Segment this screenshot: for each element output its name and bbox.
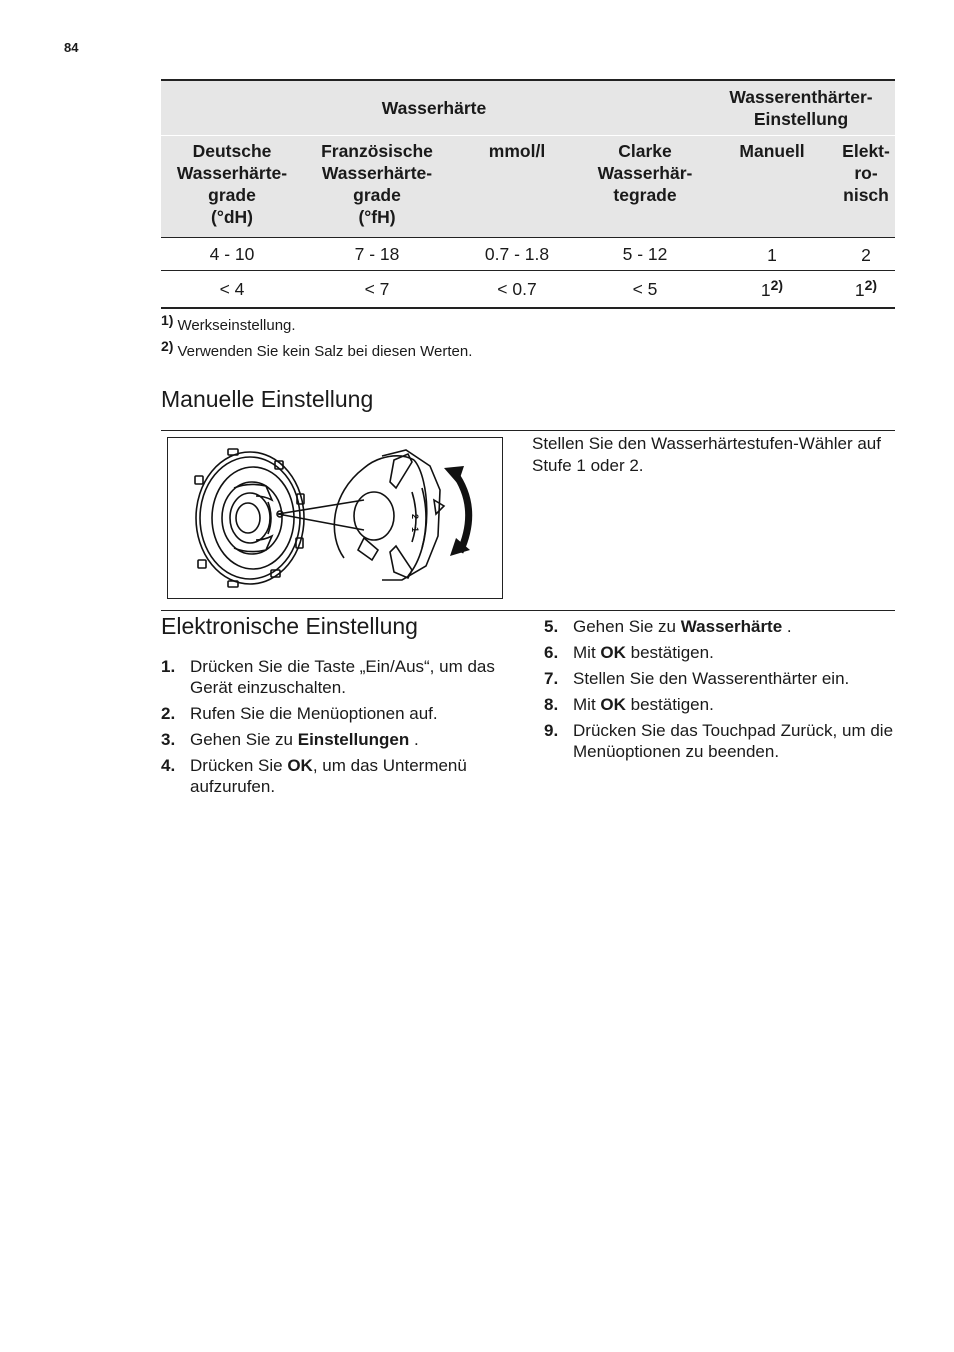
- footnote-ref: 2): [864, 277, 878, 293]
- electronic-steps-list-right: [544, 616, 896, 767]
- cell-electronic: 1$^{2)}$: [837, 271, 895, 309]
- cell-electronic: 2: [837, 238, 895, 271]
- step-item: 8. Mit OK bestätigen.: [544, 695, 714, 714]
- step-item: 1. Drücken Sie die Taste „Ein/Aus“, um das Gerät einzuschalten.: [161, 657, 495, 697]
- manual-instruction-text: Stellen Sie den Wasserhärtestufen-Wähler auf Stufe 1 oder 2.: [532, 434, 881, 475]
- softener-dial-drawing: [168, 438, 502, 598]
- dial-label-2: 2: [410, 514, 420, 520]
- footnote-ref: 2): [770, 277, 784, 293]
- cell-mmol: 0.7 - 1.8: [451, 238, 583, 271]
- step-item: 2. Rufen Sie die Menüoptionen auf.: [161, 704, 438, 723]
- section-heading-electronic: Elektronische Einstellung: [161, 613, 418, 639]
- electronic-steps-list-left: [161, 656, 506, 802]
- table-row: [161, 238, 895, 271]
- step-item: 6. Mit OK bestätigen.: [544, 643, 714, 662]
- footnotes: [161, 312, 472, 364]
- column-header-dh: Deutsche Wasserhärte- grade (°dH): [161, 136, 303, 238]
- cell-manual: 1$^{2)}$: [707, 271, 837, 309]
- group-header-water-hardness: Wasserhärte: [161, 80, 707, 136]
- column-header-mmol: mmol/l: [451, 136, 583, 238]
- table-row: [161, 271, 895, 309]
- cell-mmol: < 0.7: [451, 271, 583, 309]
- step-item: 7. Stellen Sie den Wasserenthärter ein.: [544, 669, 850, 688]
- column-header-electronic: Elekt- ro- nisch: [837, 136, 895, 238]
- column-header-manual: Manuell: [707, 136, 837, 238]
- cell-clarke: 5 - 12: [583, 238, 707, 271]
- footnote-1: [161, 312, 472, 338]
- water-hardness-table: [161, 79, 895, 309]
- footnote-text: Werkseinstellung.: [177, 317, 296, 334]
- footnote-2: [161, 338, 472, 364]
- section-heading-manual: Manuelle Einstellung: [161, 386, 374, 412]
- step-item: 4. Drücken Sie OK, um das Untermenü aufzurufen.: [161, 756, 467, 796]
- page-number: 84: [64, 40, 79, 55]
- cell-dh: < 4: [161, 271, 303, 309]
- section-divider: [161, 430, 895, 431]
- footnote-mark: 1): [161, 312, 174, 328]
- column-header-clarke: Clarke Wasserhär- tegrade: [583, 136, 707, 238]
- section-divider: [161, 610, 895, 611]
- cell-manual: 1: [707, 238, 837, 271]
- table-column-header-row: [161, 136, 895, 238]
- cell-clarke: < 5: [583, 271, 707, 309]
- cell-fh: 7 - 18: [303, 238, 451, 271]
- cell-dh: 4 - 10: [161, 238, 303, 271]
- step-item: 5. Gehen Sie zu Wasserhärte .: [544, 617, 792, 636]
- dial-label-1: 1: [410, 527, 420, 533]
- column-header-fh: Französische Wasserhärte- grade (°fH): [303, 136, 451, 238]
- step-item: 3. Gehen Sie zu Einstellungen .: [161, 730, 419, 749]
- footnote-mark: 2): [161, 338, 174, 354]
- footnote-text: Verwenden Sie kein Salz bei diesen Werten.: [177, 343, 473, 360]
- softener-dial-illustration: [167, 437, 503, 599]
- step-item: 9. Drücken Sie das Touchpad Zurück, um die Menüoptionen zu beenden.: [544, 721, 894, 761]
- group-header-softener-setting: Wasserenthärter- Einstellung: [707, 80, 895, 136]
- cell-fh: < 7: [303, 271, 451, 309]
- table-group-header-row: [161, 80, 895, 136]
